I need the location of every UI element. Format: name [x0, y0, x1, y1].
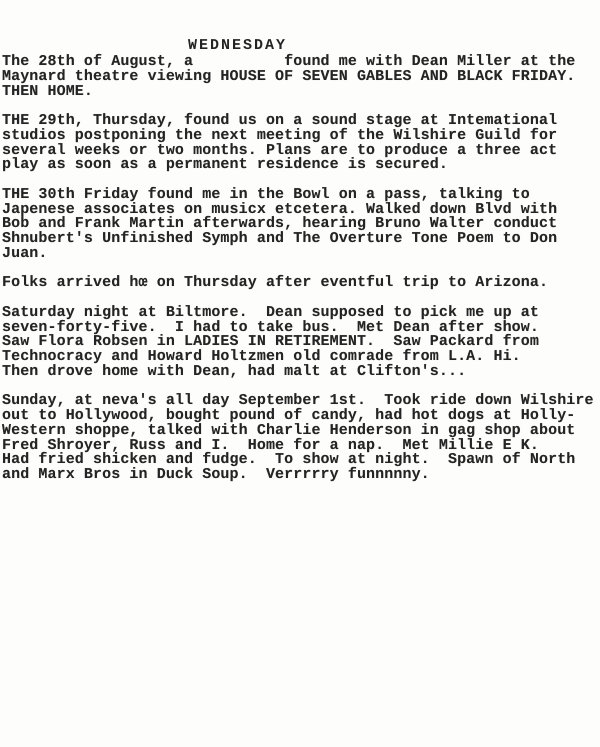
text-line: studios postponing the next meeting of the Wilshire Guild for [2, 126, 558, 144]
text-line: THE 29th, Thursday, found us on a sound stage at Intemational [2, 112, 558, 129]
page-title: WEDNESDAY [188, 37, 288, 54]
text-line: Saturday night at Biltmore. Dean supposed to pick me up at [2, 303, 539, 321]
entry-aug-30 [2, 185, 600, 262]
text-line: Then drove home with Dean, had malt at Clifton's... [2, 362, 467, 380]
text-line: Technocracy and Howard Holtzmen old comrade from L.A. Hi. [2, 348, 521, 365]
text-line: Western shoppe, talked with Charlie Henderson in gag shop about [2, 421, 576, 439]
entry-aug-28 [2, 55, 600, 99]
text-line: Folks arrived hœ on Thursday after eventful trip to Arizona. [2, 274, 549, 292]
text-line: Japenese associates on musicx etcetera. Walked down Blvd with [2, 200, 558, 218]
text-line: Had fried shicken and fudge. To show at night. Spawn of North [2, 451, 576, 469]
entry-folks-arrived [2, 276, 600, 291]
text-line: out to Hollywood, bought pound of candy, had hot dogs at Holly- [2, 407, 576, 424]
text-line: The 28th of August, a found me with Dean Miller at the [2, 53, 576, 70]
text-line: Juan. [2, 244, 48, 262]
entry-aug-29 [2, 114, 600, 173]
text-line: THEN HOME. [2, 82, 94, 100]
text-line: Saw Flora Robsen in LADIES IN RETIREMENT. Saw Packard from [2, 333, 539, 351]
entry-saturday [2, 303, 600, 380]
entry-sunday [2, 394, 600, 483]
text-line: and Marx Bros in Duck Soup. Verrrrry funnnnny. [2, 466, 430, 483]
text-line: Sunday, at neva's all day September 1st. Took ride down Wilshire [2, 392, 594, 410]
text-line: Fred Shroyer, Russ and I. Home for a nap. Met Millie E K. [2, 436, 539, 454]
text-line: Shnubert's Unfinished Symph and The Overture Tone Poem to Don [2, 230, 558, 247]
text-line: THE 30th Friday found me in the Bowl on a pass, talking to [2, 185, 530, 203]
text-line: Bob and Frank Martin afterwards, hearing Bruno Walter conduct [2, 215, 558, 233]
text-line: several weeks or two months. Plans are to produce a three act [2, 141, 558, 159]
text-line: play as soon as a permanent residence is secured. [2, 156, 448, 174]
text-line: Maynard theatre viewing HOUSE OF SEVEN GABLES AND BLACK FRIDAY. [2, 67, 576, 85]
text-line: seven-forty-five. I had to take bus. Met Dean after show. [2, 318, 539, 336]
